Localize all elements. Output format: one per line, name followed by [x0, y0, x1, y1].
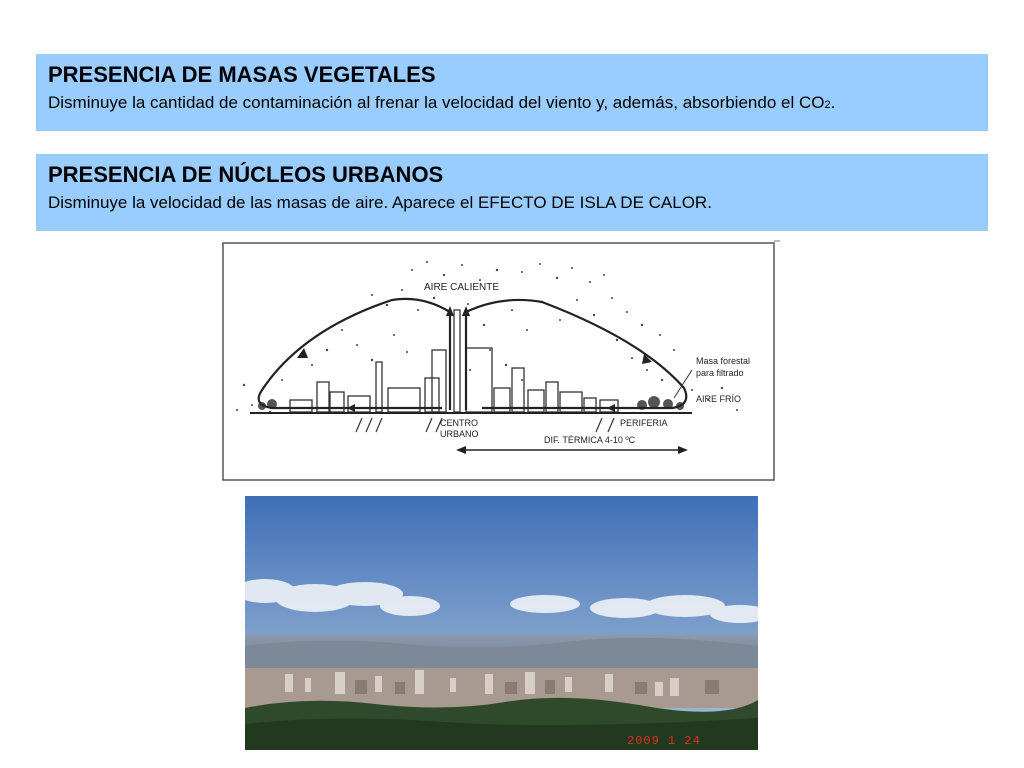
label-centro-2: URBANO: [440, 429, 479, 439]
co2-subscript: 2: [824, 99, 831, 111]
label-aire-frio: AIRE FRÍO: [696, 394, 742, 404]
urban-title: PRESENCIA DE NÚCLEOS URBANOS: [48, 162, 444, 187]
city-photo-graphic: [245, 496, 758, 750]
vegetation-text: Disminuye la cantidad de contaminación al frenar la velocidad del viento y, además, absorbiendo el CO: [48, 93, 825, 112]
label-dif-termica: DIF. TÉRMICA 4-10 ºC: [544, 435, 636, 445]
vegetation-section: [36, 54, 988, 131]
photo-date-stamp: 2009 1 24: [627, 734, 701, 748]
label-centro-1: CENTRO: [440, 418, 478, 428]
vegetation-title: PRESENCIA DE MASAS VEGETALES: [48, 62, 436, 87]
label-masa-forestal-2: para filtrado: [696, 368, 744, 378]
label-periferia: PERIFERIA: [620, 418, 668, 428]
urban-description: Disminuye la velocidad de las masas de aire. Aparece el EFECTO DE ISLA DE CALOR.: [48, 193, 712, 212]
urban-section: [36, 154, 988, 231]
label-aire-caliente: AIRE CALIENTE: [424, 282, 500, 293]
vegetation-period: .: [830, 93, 836, 112]
vegetation-description: [48, 91, 976, 117]
label-masa-forestal-1: Masa forestal: [696, 356, 751, 366]
heat-island-diagram: [222, 240, 780, 482]
city-photo: [245, 496, 758, 750]
